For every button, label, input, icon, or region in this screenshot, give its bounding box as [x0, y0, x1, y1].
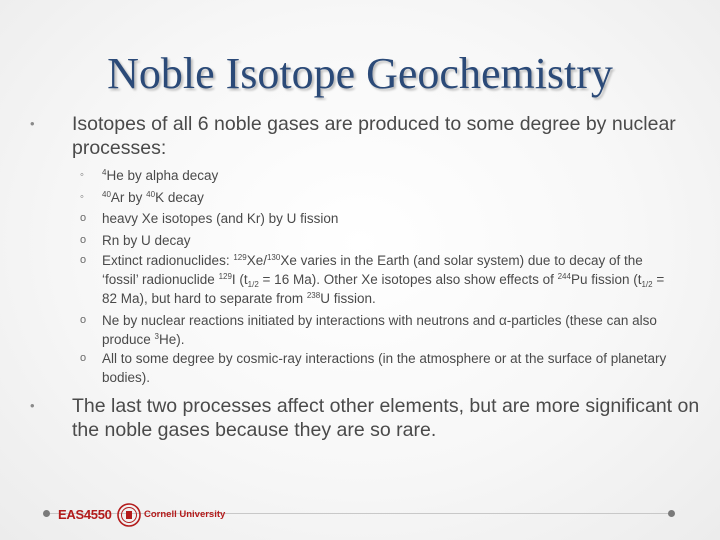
subitem-marker: o — [80, 254, 87, 266]
subitem-marker: o — [80, 234, 87, 246]
university-name: Cornell University — [144, 509, 226, 520]
subitem-marker: ◦ — [80, 191, 84, 203]
subitem-marker: ◦ — [80, 169, 84, 181]
slide-title: Noble Isotope Geochemistry — [107, 49, 613, 98]
subitem-marker: o — [80, 314, 87, 326]
subitem-text: heavy Xe isotopes (and Kr) by U fission — [102, 211, 339, 226]
bullet-1-text: Isotopes of all 6 noble gases are produced to some degree by nuclear processes: — [72, 113, 676, 159]
subitem-text: All to some degree by cosmic-ray interactions (in the atmosphere or at the surface of planetary bodies). — [102, 351, 667, 385]
course-code: EAS4550 — [58, 507, 112, 522]
footer-dot-right — [668, 510, 675, 517]
subitem-text: Rn by U decay — [102, 233, 191, 248]
subitem-text: Extinct radionuclides: $^{129}$Xe/$^{130}$Xe varies in the Earth (and solar system) due to decay of the ‘fossil’ radionuclide $^{129}$I ($t_{1/2} = 16$ Ma). Other Xe isotopes also show effects of $^{244}$Pu fission ($t_{1/2} = 82$ Ma), but hard to separate from $^{238}$U fission. — [102, 253, 665, 306]
bullet-2-text: The last two processes affect other elements, but are more significant on the noble gases because they are so rare. — [72, 395, 700, 441]
bullet-marker: • — [30, 116, 35, 131]
subitem-text: $^4$He by alpha decay — [102, 168, 219, 183]
subitem-marker: o — [80, 212, 87, 224]
cornell-seal-icon — [117, 503, 141, 527]
subitem-text: $^{40}$Ar by $^{40}$K decay — [102, 190, 204, 205]
subitem-text: Ne by nuclear reactions initiated by interactions with neutrons and α-particles (these can also produce $^3$He). — [102, 313, 657, 347]
bullet-marker: • — [30, 398, 35, 413]
subitem-marker: o — [80, 352, 87, 364]
footer-dot-left — [43, 510, 50, 517]
